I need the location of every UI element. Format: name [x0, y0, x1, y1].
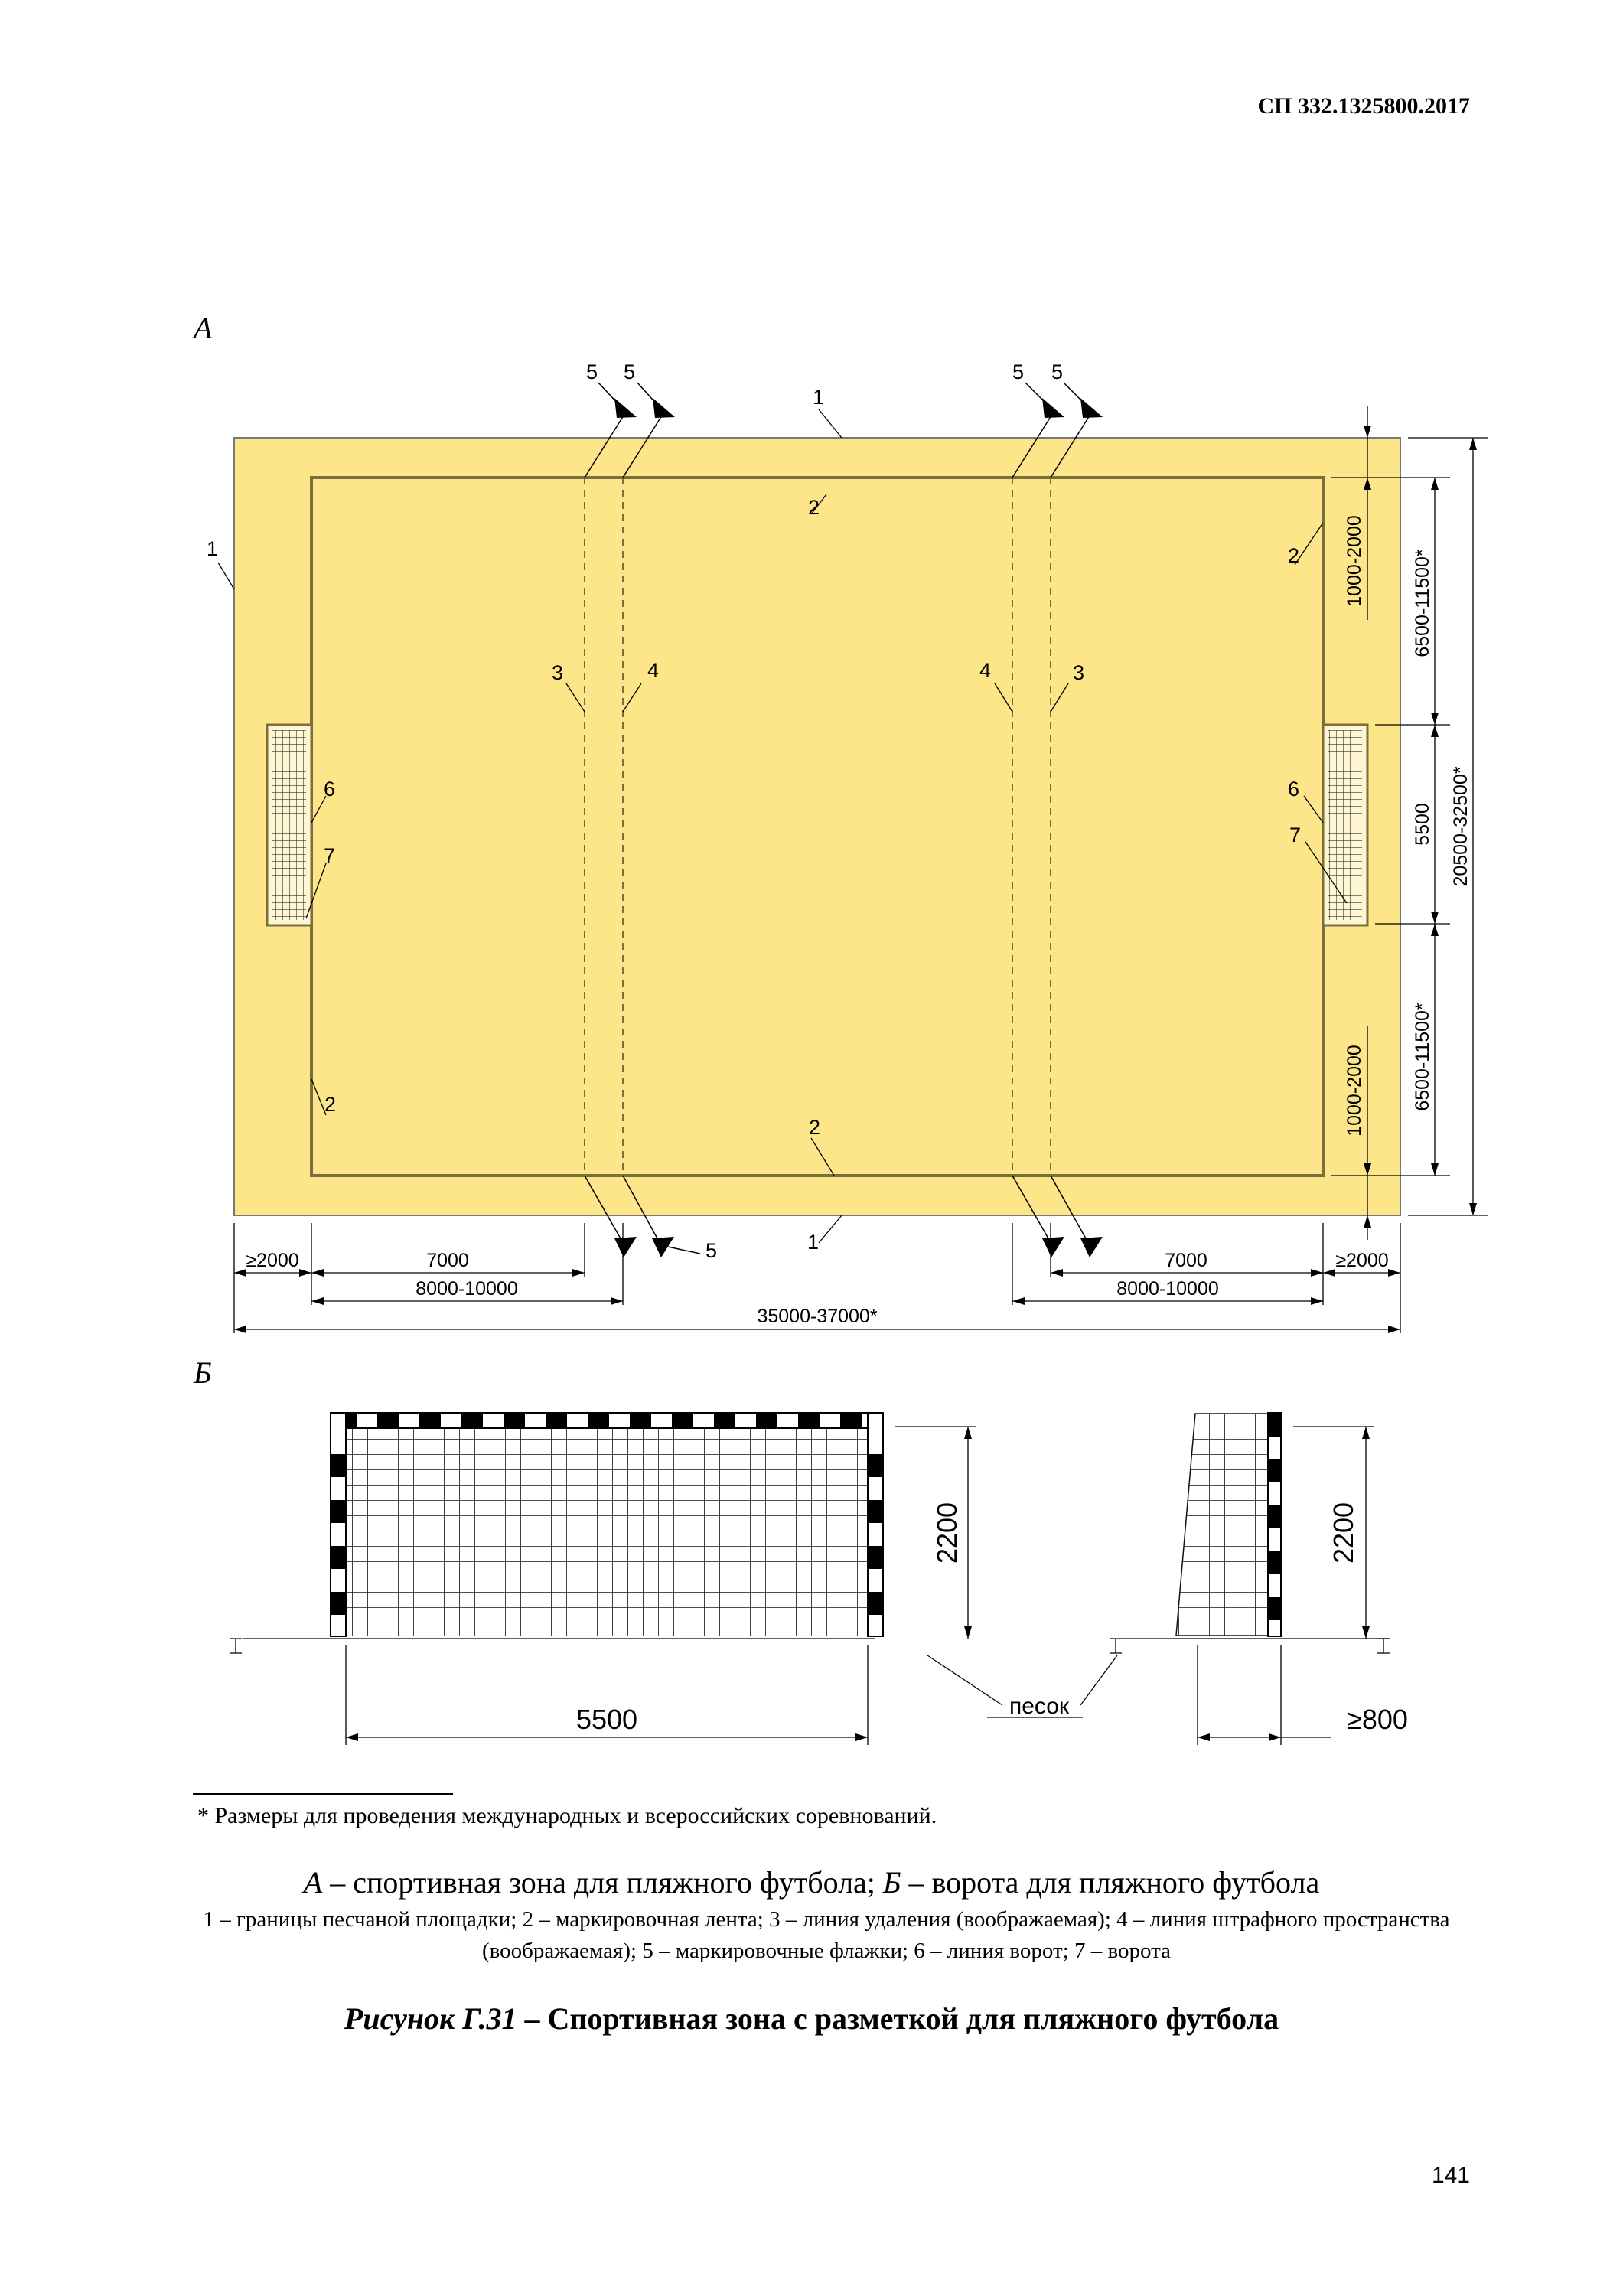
dim-penalty-right: 7000	[1165, 1250, 1207, 1271]
sand-callout	[927, 1655, 1117, 1719]
flag-icon	[1080, 1237, 1103, 1257]
dim-total-width: 20500-32500*	[1450, 766, 1471, 887]
dim-half-width-bottom: 6500-11500*	[1412, 1003, 1433, 1111]
goal-side-view	[1110, 1413, 1408, 1745]
dim-total-length: 35000-37000*	[757, 1306, 878, 1327]
caption-a-letter: А	[303, 1865, 323, 1900]
goal-right-plan	[1323, 725, 1367, 925]
callout-7: 7	[324, 844, 336, 867]
callout-2: 2	[324, 1093, 337, 1116]
callout-1: 1	[207, 537, 219, 560]
caption-b-text: – ворота для пляжного футбола	[901, 1865, 1320, 1900]
dim-goal-width: 5500	[1412, 803, 1433, 846]
caption-b-letter: Б	[882, 1865, 901, 1900]
dim-goal-depth: ≥800	[1347, 1704, 1408, 1735]
callout-2: 2	[808, 496, 820, 519]
dim-removal-left: 8000-10000	[416, 1278, 518, 1300]
footnote-rule	[193, 1793, 453, 1795]
callout-3: 3	[1073, 661, 1085, 684]
document-code: СП 332.1325800.2017	[1257, 93, 1470, 119]
callout-2: 2	[809, 1116, 821, 1139]
callout-5: 5	[1051, 360, 1064, 383]
dim-goal-height-side: 2200	[1328, 1502, 1359, 1564]
flag-icon	[1042, 1237, 1064, 1257]
callout-4: 4	[647, 659, 660, 682]
section-b-label: Б	[194, 1355, 212, 1390]
flag-icon	[614, 1237, 637, 1257]
dim-side-margin-bottom: 1000-2000	[1344, 1045, 1365, 1137]
flag-icon	[1042, 398, 1064, 418]
callout-1: 1	[807, 1231, 820, 1254]
figure-number: Рисунок Г.31	[344, 2001, 517, 2036]
callout-6: 6	[1288, 778, 1300, 801]
dim-side-margin-top: 1000-2000	[1344, 515, 1365, 607]
figure-title	[0, 2001, 1623, 2037]
figure-title-text: – Спортивная зона с разметкой для пляжного футбола	[517, 2001, 1279, 2036]
figure-legend: 1 – границы песчаной площадки; 2 – маркировочная лента; 3 – линия удаления (воображаемая); 4 – линия штрафного пространства (воображаемая); 5 – маркировочные флажки; 6 – линия ворот; 7 – ворота	[203, 1907, 1450, 1963]
dim-penalty-left: 7000	[426, 1250, 469, 1271]
callout-4: 4	[979, 659, 992, 682]
callout-3: 3	[552, 661, 564, 684]
dim-min-margin-right: ≥2000	[1335, 1250, 1389, 1271]
flag-icon	[614, 398, 637, 418]
footnote: * Размеры для проведения международных и всероссийских соревнований.	[197, 1803, 937, 1828]
sand-area	[234, 438, 1400, 1215]
caption-a-text: – спортивная зона для пляжного футбола;	[322, 1865, 883, 1900]
callout-5: 5	[586, 360, 598, 383]
dim-half-width-top: 6500-11500*	[1412, 549, 1433, 657]
section-a-label: А	[194, 311, 213, 345]
callout-5: 5	[624, 360, 636, 383]
callout-7: 7	[1289, 823, 1302, 846]
dim-removal-right: 8000-10000	[1116, 1278, 1219, 1300]
callout-5: 5	[1012, 360, 1025, 383]
figure-caption	[0, 1864, 1623, 1900]
page-number: 141	[1431, 2163, 1470, 2188]
dim-min-margin-left: ≥2000	[246, 1250, 299, 1271]
callout-6: 6	[324, 778, 336, 801]
goal-left-plan	[267, 725, 311, 925]
dim-goal-width-front: 5500	[575, 1704, 638, 1735]
callout-2: 2	[1288, 544, 1300, 567]
callout-1: 1	[813, 386, 825, 409]
beach-field-plan	[207, 360, 1488, 1333]
dim-goal-height-front: 2200	[931, 1502, 963, 1564]
goal-front-view	[230, 1413, 976, 1745]
sand-label: песок	[1009, 1694, 1070, 1719]
flag-icon	[1080, 398, 1103, 418]
callout-5: 5	[706, 1239, 718, 1262]
flag-icon	[653, 398, 675, 418]
